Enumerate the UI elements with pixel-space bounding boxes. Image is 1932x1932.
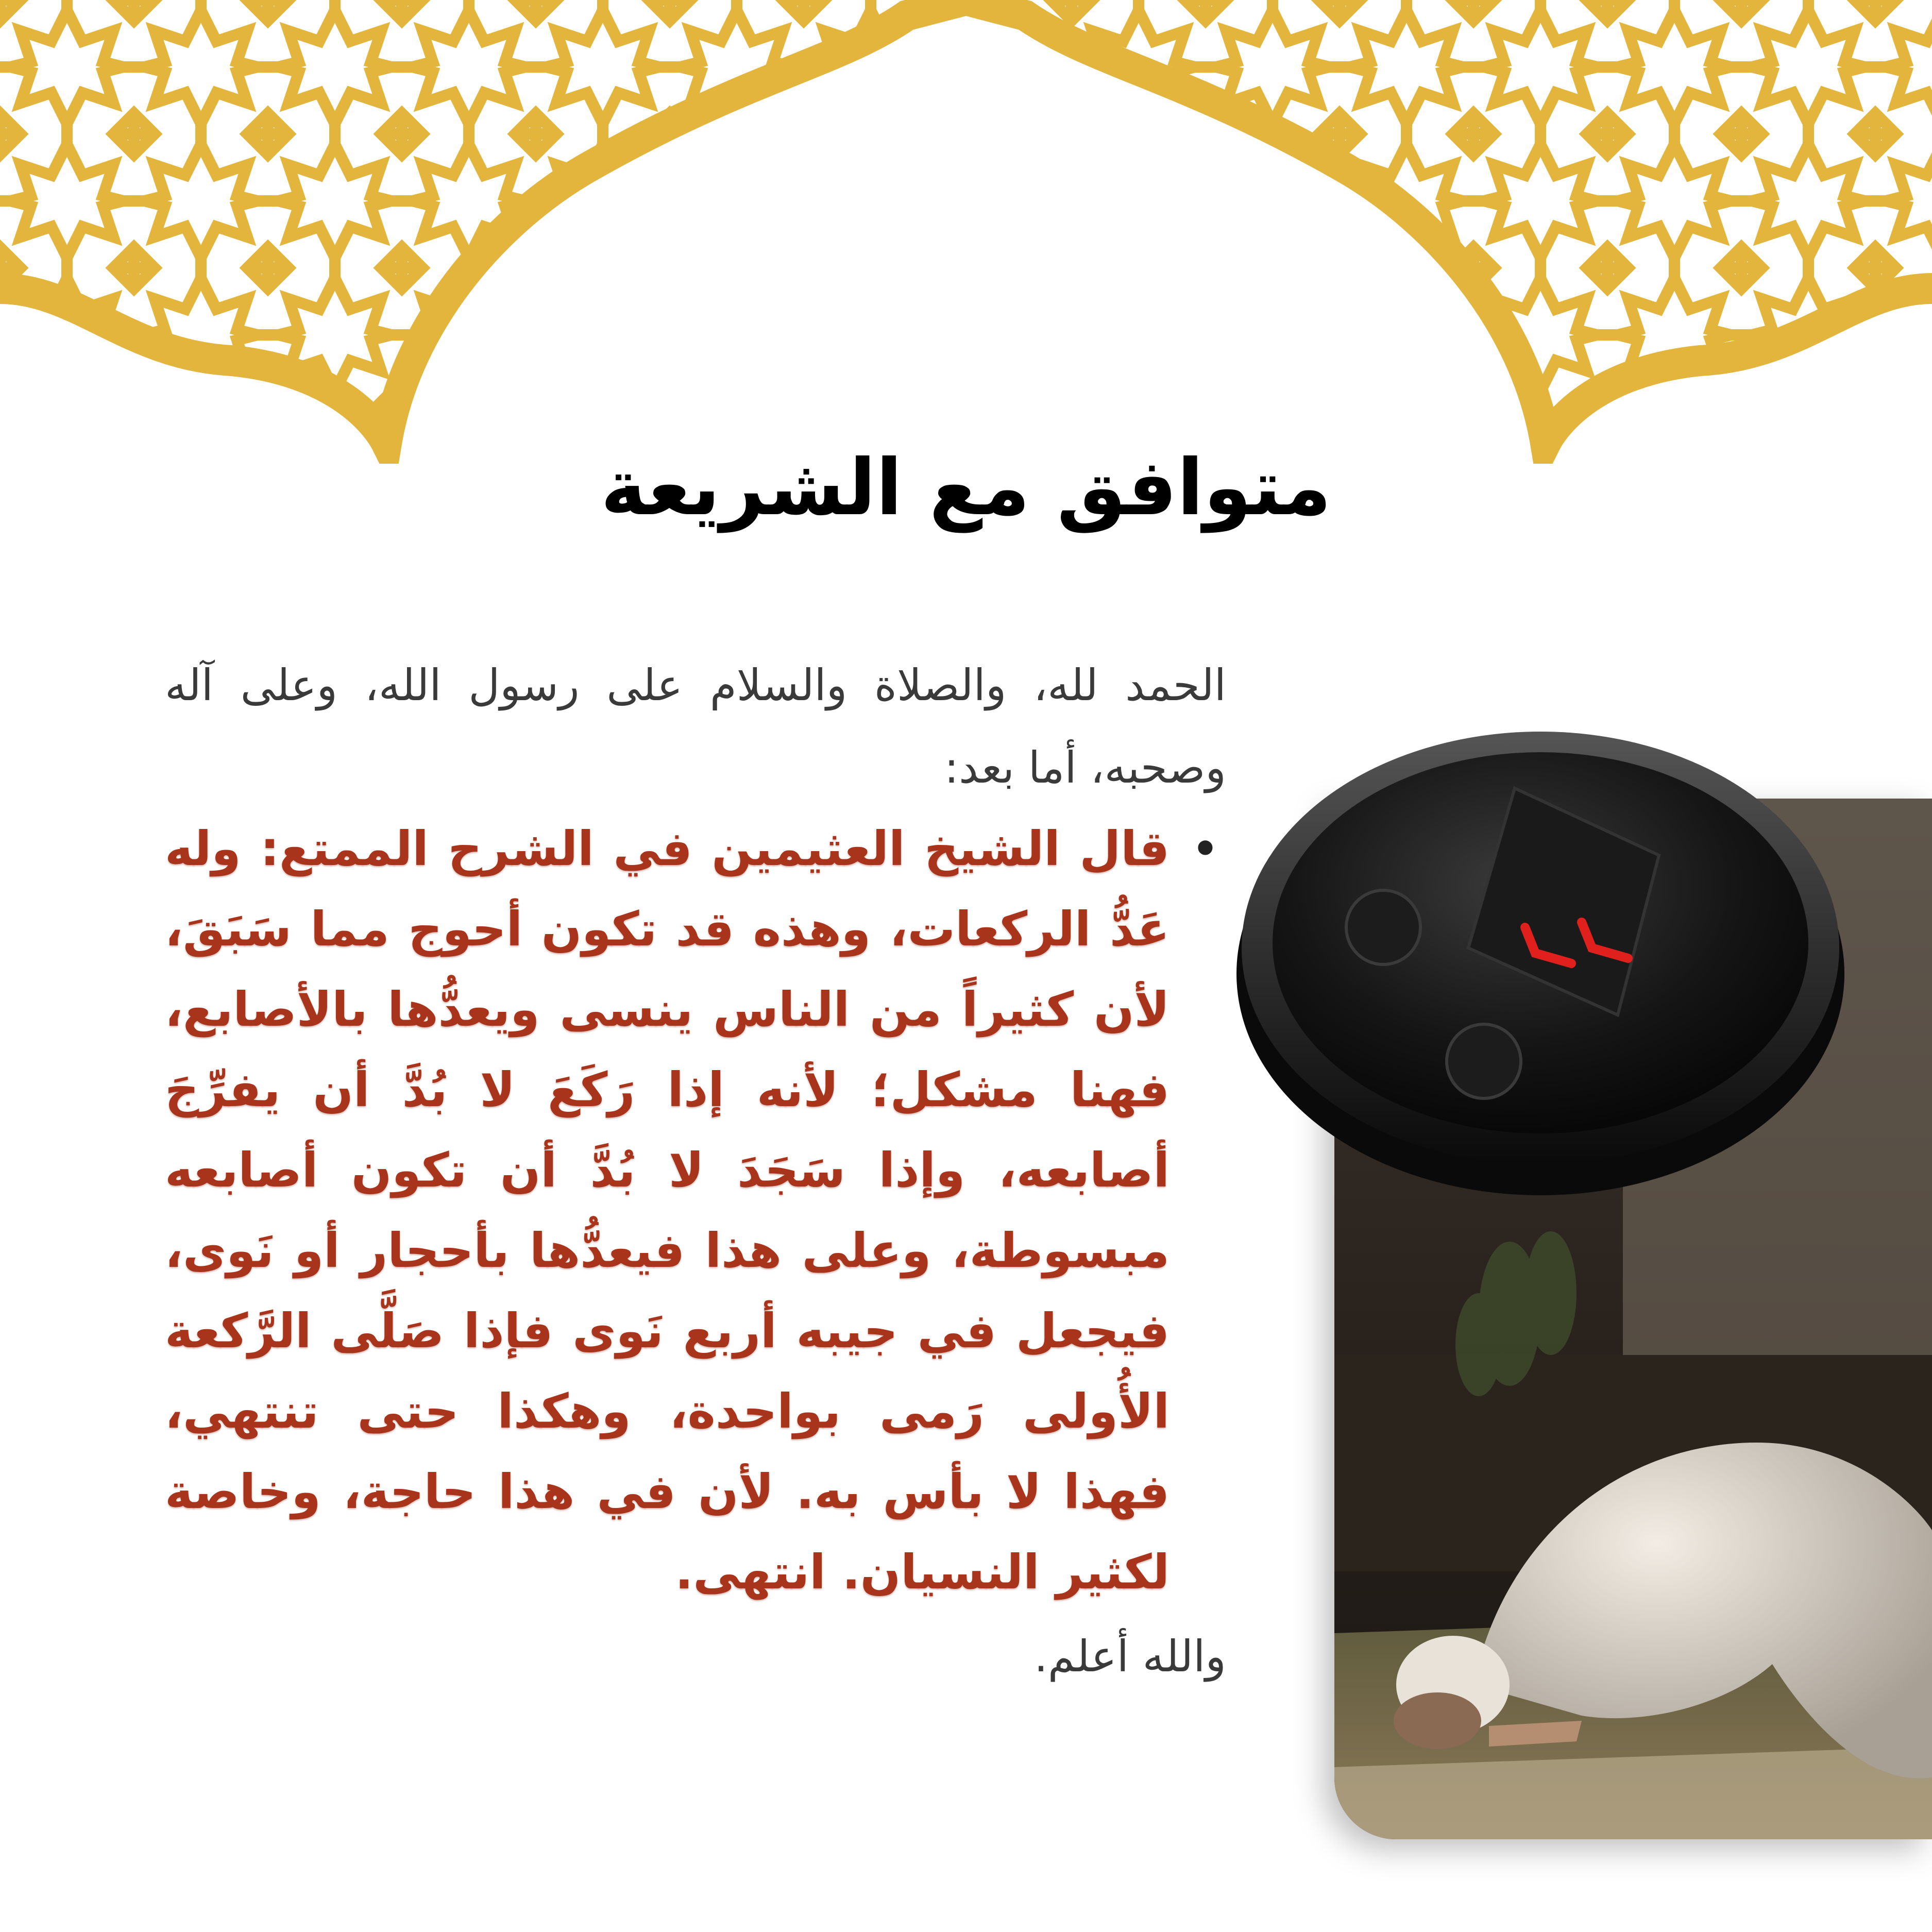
mode-button [1346,890,1420,964]
prayer-counter-device [1236,706,1844,1200]
islamic-pattern-header [0,0,1932,464]
quote-item [165,809,1218,1613]
page-title: متوافق مع الشريعة [600,443,1332,533]
intro-paragraph: الحمد لله، والصلاة والسلام على رسول الله، وعلى آله وصحبه، أما بعد: [165,660,1226,793]
content-column [165,644,1226,1695]
bullet-dot-icon: • [1192,825,1218,873]
reset-button [1447,1024,1521,1098]
quote-text: قال الشيخ العثيمين في الشرح الممتع: وله عَدُّ الركعات، وهذه قد تكون أحوج مما سَبَقَ، لأن كثيراً من الناس ينسى ويعدُّها بالأصابع، فهنا مشكل؛ لأنه إذا رَكَعَ لا بُدَّ أن يفرِّجَ أصابعه، وإذا سَجَدَ لا بُدَّ أن تكون أصابعه مبسوطة، وعلى هذا فيعدُّها بأحجار أو نَوى، فيجعل في جيبه أربع نَوى فإذا صَلَّى الرَّكعة الأُولى رَمى بواحدة، وهكذا حتى تنتهي، فهذا لا بأس به. لأن في هذا حاجة، وخاصة لكثير النسيان. انتهى. [165,821,1170,1600]
closing-text: والله أعلم. [1034,1631,1226,1682]
quote-list [165,809,1226,1613]
